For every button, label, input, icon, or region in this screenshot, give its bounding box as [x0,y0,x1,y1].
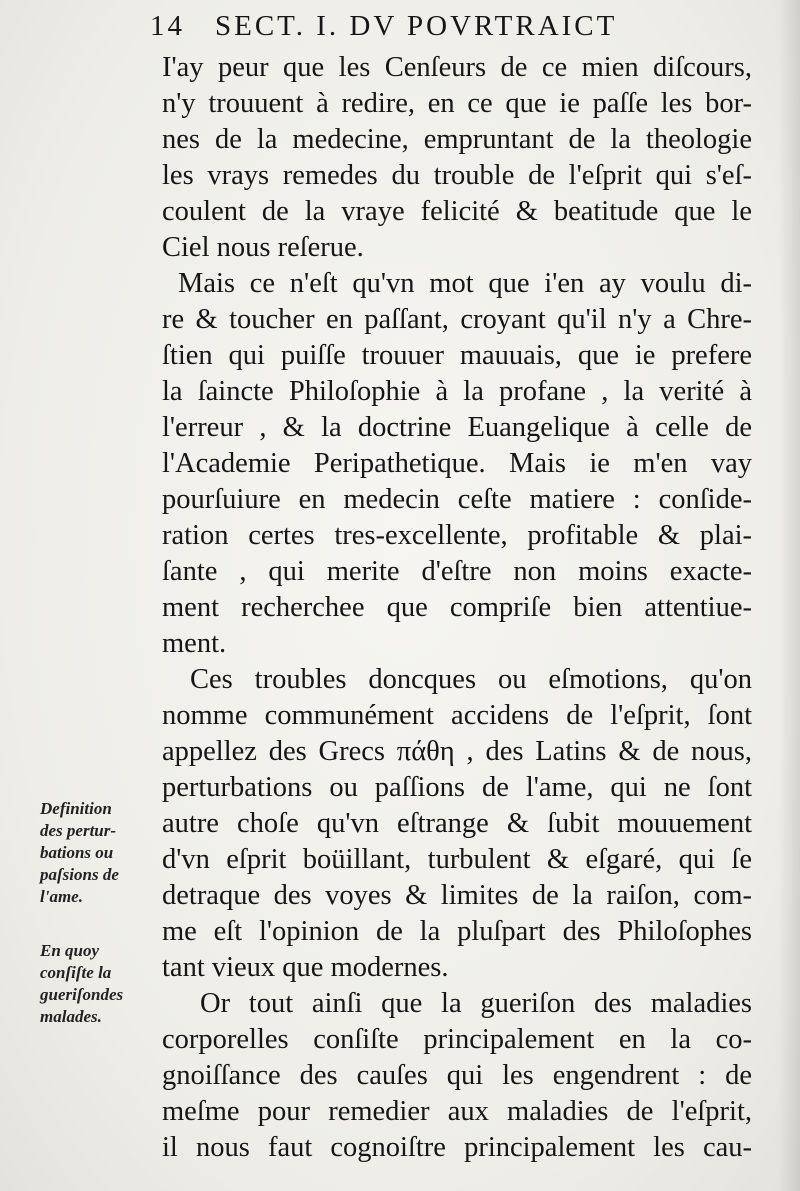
margin-note-line: paſsions de [40,865,119,884]
margin-note-line: En quoy [40,941,100,960]
margin-note-line: conſiſte la [40,963,112,982]
margin-note-line: malades. [40,1007,102,1026]
margin-note-line: gueriſondes [40,985,124,1004]
text-line: Ciel nous reſerue. [162,232,364,263]
text-line: appellez des Grecs πάθη , des Latins & de nous, [162,736,752,767]
text-line: corporelles conſiſte principalement en la co- [162,1024,752,1055]
text-line: n'y trouuent à redire, en ce que ie paſſe les bor- [162,88,752,119]
text-line: ſante , qui merite d'eſtre non moins exacte- [162,556,752,587]
text-line: pourſuiure en medecin ceſte matiere : conſide- [162,484,752,515]
text-line: l'erreur , & la doctrine Euangelique à celle de [162,412,752,443]
text-line: re & toucher en paſſant, croyant qu'il n'y a Chre- [162,304,752,335]
text-line: nomme communément accidens de l'eſprit, ſont [162,700,752,731]
text-line: me eſt l'opinion de la pluſpart des Philoſophes [162,916,752,947]
margin-note-line: Definition [40,799,112,818]
text-line: l'Academie Peripathetique. Mais ie m'en vay [162,448,752,479]
text-line: d'vn eſprit boüillant, turbulent & eſgaré, qui ſe [162,844,752,875]
text-line: coulent de la vraye felicité & beatitude que le [162,196,752,227]
text-line: il nous faut cognoiſtre principalement les cau- [162,1132,752,1163]
text-line: Mais ce n'eſt qu'vn mot que i'en ay voulu di- [178,268,752,299]
text-line: gnoiſſance des cauſes qui les engendrent : de [162,1060,752,1091]
page-number: 14 [150,10,185,42]
text-line: la ſaincte Philoſophie à la profane , la verité à [162,376,752,407]
text-line: perturbations ou paſſions de l'ame, qui ne ſont [162,772,752,803]
text-line: Or tout ainſi que la gueriſon des maladies [200,988,752,1019]
text-line: tant vieux que modernes. [162,952,449,983]
text-line: autre choſe qu'vn eſtrange & ſubit mouuement [162,808,752,839]
running-header [150,10,770,50]
text-line: nes de la medecine, empruntant de la theologie [162,124,752,155]
gutter-shadow [778,0,800,1191]
margin-note-guerison [40,940,162,1028]
text-line: detraque des voyes & limites de la raiſon, com- [162,880,752,911]
text-line: I'ay peur que les Cenſeurs de ce mien diſcours, [162,52,752,83]
margin-note-line: des pertur- [40,821,117,840]
text-line: ment. [162,628,227,659]
margin-note-line: l'ame. [40,887,83,906]
text-line: ration certes tres-excellente, profitable & plai- [162,520,752,551]
text-line: Ces troubles doncques ou eſmotions, qu'on [190,664,752,695]
margin-note-line: bations ou [40,843,114,862]
text-line: meſme pour remedier aux maladies de l'eſprit, [162,1096,752,1127]
margin-note-definition [40,798,162,908]
running-title: SECT. I. DV POVRTRAICT [215,10,618,42]
text-line: ment recherchee que compriſe bien attentiue- [162,592,752,623]
text-line: ſtien qui puiſſe trouuer mauuais, que ie prefere [162,340,752,371]
text-line: les vrays remedes du trouble de l'eſprit qui s'eſ- [162,160,752,191]
